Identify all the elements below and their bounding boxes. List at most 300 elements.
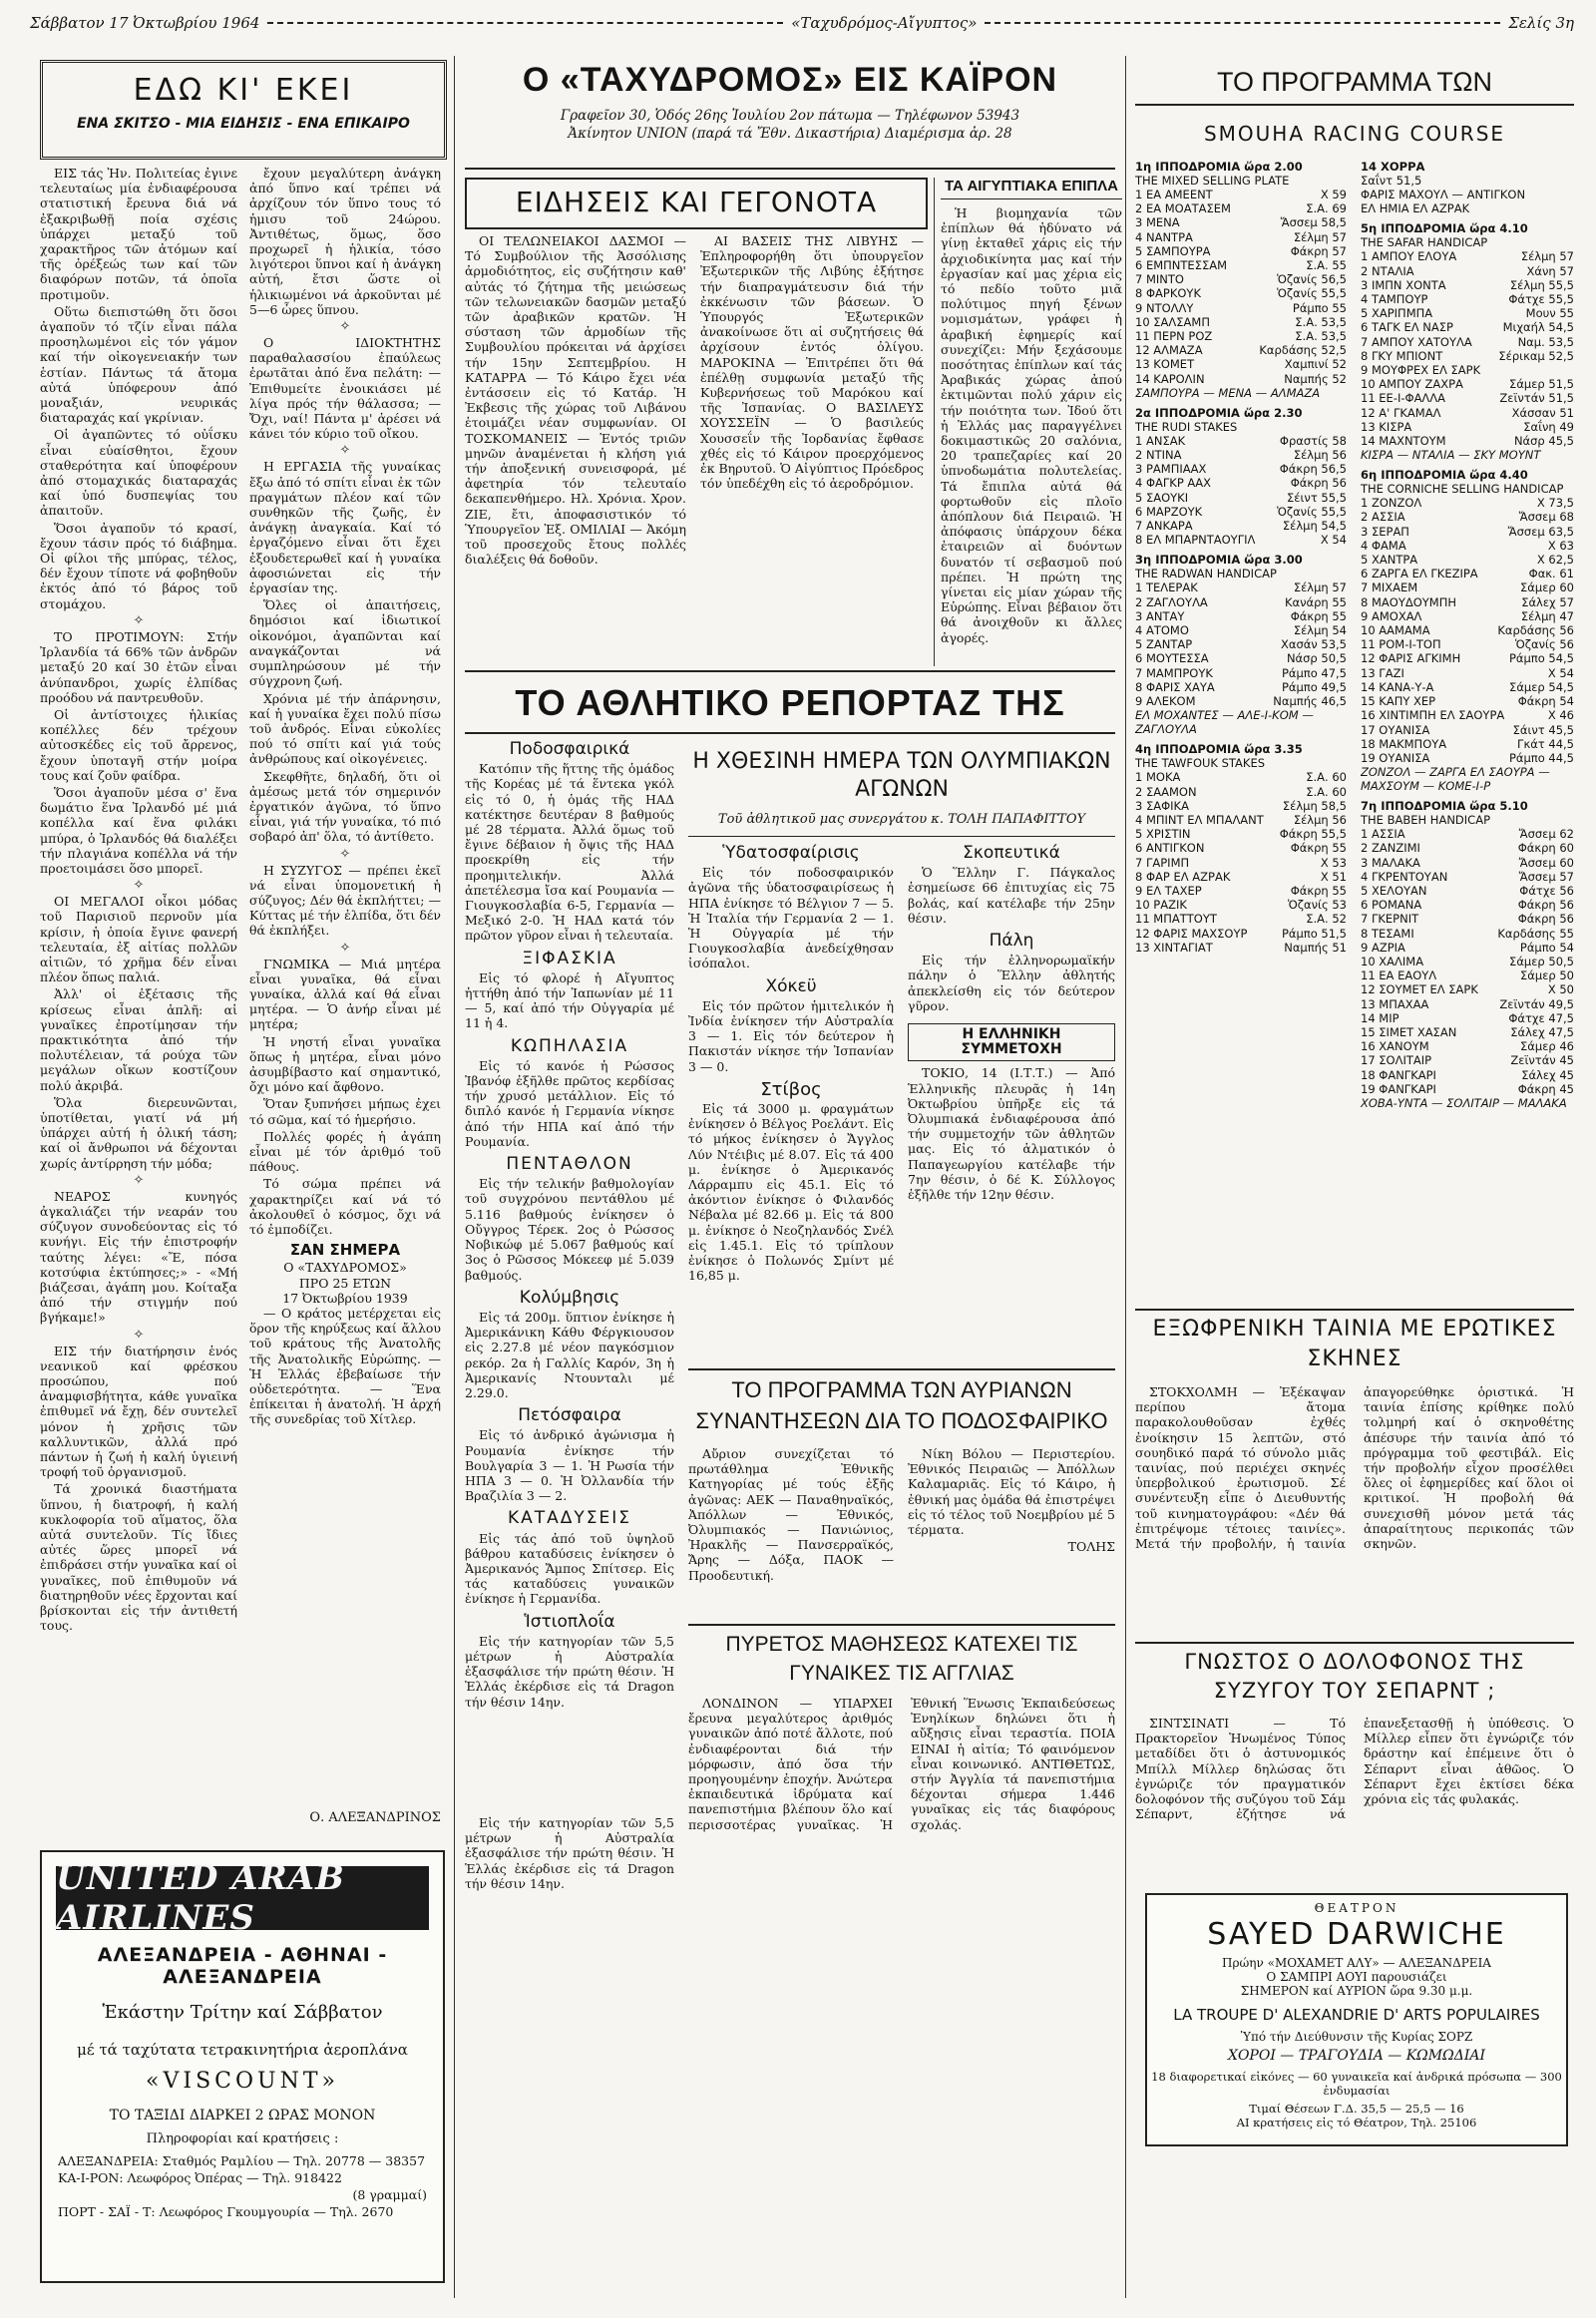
jockey-weight: Ὁζανίς 53	[1288, 898, 1347, 913]
race-entry	[1361, 941, 1574, 955]
sailing-heading: Ἱστιοπλοΐα	[524, 1611, 615, 1632]
race-entry	[1361, 1039, 1574, 1053]
horse-name: 8 ΦΑΡΙΣ ΧΑΥΑ	[1135, 679, 1215, 694]
sanhmera-text: — Ο κράτος μετέρχεται εἰς ὅρον τῆς κηρύξεως καί ἄλλου τοῦ κράτους τῆς Ἀνατολῆς τῆς Ἀνατολικῆς Εὐρώπης. — Ἡ Ἑλλάς ἐβεβαίωσε τήν οὐδετερότητα. — Ἕνα ἐπίκειται ἡ ἀνατολή. Ἡ ἀρχή τῆς συνεδρίας τοῦ Χίτλερ.	[249, 1306, 441, 1427]
theatre-troupe: LA TROUPE D' ALEXANDRIE D' ARTS POPULAIRES	[1173, 2006, 1540, 2024]
race-subtitle: THE MIXED SELLING PLATE	[1135, 174, 1290, 188]
masthead	[465, 60, 1115, 170]
race-entry	[1361, 278, 1574, 292]
jockey-weight: Μουν 55	[1525, 306, 1574, 321]
horse-name: 1 ΑΜΠΟΥ ΕΛΟΥΑ	[1361, 249, 1457, 264]
horse-name: 13 ΜΠΑΧΑΑ	[1361, 996, 1429, 1011]
jockey-weight: Ἄσσεμ 68	[1518, 510, 1574, 525]
race-entry	[1135, 912, 1347, 926]
race-entry	[1135, 884, 1347, 898]
race-entry	[1361, 320, 1574, 334]
news-left-text	[465, 233, 686, 662]
race-entry	[1361, 884, 1574, 898]
horse-name: 3 ΣΕΡΑΠ	[1361, 524, 1409, 539]
horse-name: 2 ΖΑΝΖΙΜΙ	[1361, 841, 1420, 856]
horse-name: 6 ΕΜΠΝΤΕΣΣΑΜ	[1135, 258, 1228, 273]
jockey-weight: Φάκρη 55	[1290, 608, 1347, 623]
theatre-line: Τιμαί Θέσεων Γ.Δ. 35,5 — 25,5 — 16	[1249, 2102, 1464, 2116]
airline-aircraft: «VISCOUNT»	[146, 2069, 339, 2094]
section-rule	[688, 1624, 1115, 1626]
race-entry	[1361, 510, 1574, 524]
race-entry	[1361, 623, 1574, 637]
horse-name: 16 ΧΑΝΟΥΜ	[1361, 1039, 1429, 1054]
contact-line: ΚΑ-Ι-ΡΟΝ: Λεωφόρος Ὀπέρας — Τηλ. 918422	[58, 2170, 342, 2185]
race-entry	[1135, 301, 1347, 315]
horse-name: 3 ΜΕΝΑ	[1135, 215, 1180, 230]
horse-name: 4 ΝΑΝΤΡΑ	[1135, 229, 1193, 244]
theatre-line: Ὑπό τήν Διεύθυνσιν τῆς Κυρίας ΣΟΡΖ	[1240, 2030, 1473, 2044]
contact-line: ΑΛΕΞΑΝΔΡΕΙΑ: Σταθμός Ραμλίου — Τηλ. 20778 — 38357	[58, 2153, 426, 2168]
jockey-weight: Φάκρη 55	[1290, 883, 1347, 898]
swimming-heading: Κολύμβησις	[519, 1287, 620, 1308]
jockey-weight: Χ 51	[1320, 869, 1347, 884]
race-entry	[1135, 230, 1347, 244]
paragraph: Εἰς τά 3000 μ. φραγμάτων ἐνίκησεν ὁ Βέλγος Ροελάντ. Εἰς τό μήκος ἐνίκησεν ὁ Ἄγγλος Λύν Ντέιβις μέ 8.07. Εἰς τά 400 μ. ἐνίκησε ὁ Ἀμερικανός Λάρραμπυ εἰς 45.1. Εἰς τό ἀκόντιον ἐνίκησε ὁ Φιλανδός Νέβαλα μέ 82.66 μ. Εἰς τά 800 μ. ἐνίκησε ὁ Νεοζηλανδός Σνέλ εἰς 1.45.1. Εἰς τό τρίπλουν ἐνίκησε ὁ Πολωνός Σμίντ μέ 16,85 μ.	[688, 1101, 894, 1284]
race-entry	[1361, 406, 1574, 420]
race-heading: 6η ΙΠΠΟΔΡΟΜΙΑ ὥρα 4.40	[1361, 468, 1528, 483]
horse-name: 4 ΑΤΟΜΟ	[1135, 623, 1189, 638]
separator: ✧	[339, 846, 351, 862]
race-entry	[1361, 595, 1574, 609]
race-entry	[1361, 609, 1574, 623]
race-subtitle: THE RUDI STAKES	[1135, 419, 1238, 434]
column-divider	[1125, 56, 1126, 2298]
jockey-weight: Ράμπο 49,5	[1281, 679, 1347, 694]
jockey-weight: Σέλμη 57	[1293, 229, 1347, 244]
jockey-weight: Γκάτ 44,5	[1517, 736, 1574, 751]
theatre-line: ΑΙ κρατήσεις εἰς τό Θέατρον, Τηλ. 25106	[1236, 2116, 1477, 2129]
horse-name: 8 ΓΚΥ ΜΠΙΟΝΤ	[1361, 348, 1443, 363]
shooting-heading: Σκοπευτικά	[963, 844, 1060, 863]
theatre-line: Ο ΣΑΜΠΡΙ ΑΟΥΙ παρουσιάζει	[1266, 1970, 1447, 1984]
separator: ✧	[133, 612, 145, 628]
horse-name: 8 ΦΑΡΚΟΥΚ	[1135, 286, 1201, 301]
horse-name: 9 ΑΜΟΧΑΛ	[1361, 608, 1422, 623]
race-heading: 4η ΙΠΠΟΔΡΟΜΙΑ ὥρα 3.35	[1135, 742, 1303, 757]
jockey-weight: Κανάρη 55	[1284, 594, 1347, 609]
horse-name: 13 ΚΙΣΡΑ	[1361, 419, 1412, 434]
sanhmera-line: 17 Ὀκτωβρίου 1939	[282, 1290, 408, 1306]
race-entry	[1135, 272, 1347, 286]
news-right-text	[700, 233, 924, 662]
jockey-weight: Σέλμη 47	[1520, 608, 1574, 623]
race-entry	[1361, 525, 1574, 539]
race-entry	[1135, 785, 1347, 799]
horse-name: 7 ΜΙΝΤΟ	[1135, 272, 1184, 287]
paragraph: Ὅσοι ἀγαποῦν μέσα σ' ἕνα δωμάτιο ἕνα Ἰρλανδό μέ μιά κοπέλλα καί ἕνα φιλάκι μπύρα, ὁ Ἰρλανδός θά διαλέξει τήν πλαγιάνα κοπέλλα νά τήν προετοιμάσει ὅσο μπορεῖ.	[40, 784, 237, 876]
race-entry	[1135, 651, 1347, 665]
jockey-weight: Χ 46	[1547, 708, 1574, 723]
paragraph: Ἡ βιομηχανία τῶν ἐπίπλων θά ἡδύνατο νά γίνῃ ἐκταθεῖ χάρις εἰς τήν ἀρχιοδικίνητα μας καί τήν ἐργασίαν καί μας χέρια εἰς τό πεδίο τοῦτο μιᾶ πολύτιμος πηγή ξένων νομισμάτων, γράφει ἡ ἀραβική ἐφημερίς καί συνεχίζει: Μήν ξεχάσουμε ποσότητας ἐπίπλων καί τάς Ἀραβικάς χώρας ἀπού ἐκτιμῶνται πολύ χάριν εἰς τήν ποιότητα των. Ἰδού ὅτι ἡ Ἑλλάς μας παραγγέλνει δοκιμαστικῶς 20 σαλόνια, 20 τραπεζαρίες καί 20 ὑπνοδωμάτια πολυτελείας. Τά ἔπιπλα αὐτά θά φορτωθοῦν εἰς πλοῖο ἀπόπλουν διά Πειραιῶ. Ἡ ἀπόφασις ὑπάρχουν δέκα ἐταιρειῶν αἱ δυόντων δυνατόν τί σεβασμοῦ πού πρέπει. Ἡ πρώτη της γίνεται εἰς μίαν χώραν τῆς Εὐρώπης. Εἶναι βέβαιον ὅτι θά ἀνοιχθοῦν κι ἄλλες ἀγορές.	[941, 205, 1122, 645]
horse-name: 6 ΜΑΡΖΟΥΚ	[1135, 504, 1203, 519]
horse-name: 15 ΚΑΠΥ ΧΕΡ	[1361, 694, 1436, 709]
race-entry	[1135, 770, 1347, 784]
race-entry	[1361, 434, 1574, 448]
race-entry	[1361, 856, 1574, 870]
race-entry	[1361, 1068, 1574, 1082]
jockey-weight: Φάκρη 55,5	[1279, 827, 1347, 842]
race-entry	[1361, 1053, 1574, 1067]
horse-name: 12 Α' ΓΚΑΜΑΛ	[1361, 405, 1441, 420]
race-entry	[1361, 539, 1574, 553]
paragraph: Εἰς τόν ποδοσφαιρικόν ἀγῶνα τῆς ὑδατοσφαιρίσεως ἡ ΗΠΑ ἐνίκησε τό Βέλγιον 7 — 5. Ἡ Ἰταλία τήν Γερμανία 2 — 1. Ἡ Οὐγγαρία μέ τήν Γιουγκοσλαβία ἀνεδείχθησαν ἰσόπαλοι.	[688, 865, 894, 971]
section-rule	[688, 1368, 1115, 1370]
paragraph: Ὅσοι ἀγαποῦν τό κρασί, ἔχουν τάσιν πρός τό διάβημα. Οἱ φίλοι τῆς μπύρας, τέλος, δέν ἔχουν τίποτε νά φοβηθοῦν ἐκτός ἀπό τό βάρος τοῦ στομάχου.	[40, 520, 237, 611]
race-list-right	[1361, 160, 1574, 1302]
column-subtitle: ΕΝΑ ΣΚΙΤΣΟ - ΜΙΑ ΕΙΔΗΣΙΣ - ΕΝΑ ΕΠΙΚΑΙΡΟ	[77, 116, 410, 132]
horse-name: 7 ΓΚΕΡΝΙΤ	[1361, 912, 1419, 927]
horse-name: 13 ΧΙΝΤΑΓΙΑΤ	[1135, 940, 1213, 955]
jockey-weight: Ράμπο 54	[1519, 940, 1574, 955]
jockey-weight: Ναμπής 51	[1284, 940, 1347, 955]
paragraph: ΤΟ ΠΡΟΤΙΜΟΥΝ: Στήν Ἰρλανδία τά 66% τῶν ἀνδρῶν μεταξύ 20 καί 30 ἐτῶν εἶναι ἀνύπανδροι, χωρίς ἐλπίδας προόδου νά παντρευθοῦν.	[40, 628, 237, 705]
race-entry	[1361, 898, 1574, 912]
paragraph: Εἰς τήν κατηγορίαν τῶν 5,5 μέτρων ἡ Αὐστραλία ἐξασφάλισε τήν πρώτη θέσιν. Ἡ Ἑλλάς ἐκέρδισε εἰς τά Dragon τήν θέσιν 14ην.	[465, 1815, 674, 1891]
jockey-weight: Σ.Α. 69	[1306, 201, 1347, 216]
horse-name: 3 ΑΝΤΑΥ	[1135, 608, 1185, 623]
race-entry	[1361, 420, 1574, 434]
race-entry	[1361, 955, 1574, 968]
horse-name: 9 ΕΛ ΤΑΧΕΡ	[1135, 883, 1202, 898]
horse-name: 14 ΜΑΧΝΤΟΥΜ	[1361, 434, 1446, 449]
pyretos-title: ΠΥΡΕΤΟΣ ΜΑΘΗΣΕΩΣ ΚΑΤΕΧΕΙ ΤΙΣ ΓΥΝΑΙΚΕΣ ΤΙΣ ΑΓΓΛΙΑΣ	[725, 1633, 1078, 1685]
horse-name: 19 ΟΥΑΝΙΣΑ	[1361, 750, 1430, 765]
sanhmera-line: ΠΡΟ 25 ΕΤΩΝ	[298, 1275, 392, 1291]
section-rule	[465, 670, 1115, 672]
jockey-weight: Σέλμη 58,5	[1282, 798, 1347, 813]
column-divider	[454, 56, 455, 2298]
horse-name: 4 ΦΑΜΑ	[1361, 538, 1406, 553]
paragraph: Η ΣΥΖΥΓΟΣ — πρέπει ἐκεῖ νά εἶναι ὑπομονετική ἡ σύζυγος; Δέν θά ἐκπλήττει; — Κύττας μέ τήν ἐλπίδα, ὅτι δέν θά ἐκπλήξει.	[249, 862, 441, 939]
paragraph: Τό σώμα πρέπει νά χαρακτηρίζει καί νά τό ἀκολουθεῖ ὁ κόσμος, ὄχι νά τό ἐμποδίζει.	[249, 1176, 441, 1237]
jockey-weight: Ράμπο 51,5	[1281, 926, 1347, 941]
race-entry	[1361, 567, 1574, 580]
horse-name: 9 ΝΤΟΛΛΥ	[1135, 300, 1194, 315]
race-entry	[1361, 694, 1574, 708]
airline-logo: UNITED ARAB AIRLINES	[56, 1866, 429, 1930]
race-heading: 2α ΙΠΠΟΔΡΟΜΙΑ ὥρα 2.30	[1135, 405, 1303, 420]
jockey-weight: Σ.Α. 55	[1306, 258, 1347, 273]
horse-name: 11 ΕΕ-Ι-ΦΑΛΛΑ	[1361, 391, 1446, 406]
race-entry	[1361, 377, 1574, 391]
race-entry	[1361, 1025, 1574, 1039]
header-paper: «Ταχυδρόμος-Αἴγυπτος»	[791, 14, 978, 32]
sports-banner: ΤΟ ΑΘΛΗΤΙΚΟ ΡΕΠΟΡΤΑΖ ΤΗΣ	[515, 682, 1065, 723]
horse-name: 1 ΕΑ ΑΜΕΕΝΤ	[1135, 188, 1213, 201]
pyretos-text	[688, 1696, 1115, 2284]
jockey-weight: Σάλεχ 57	[1521, 594, 1574, 609]
race-entry	[1361, 391, 1574, 405]
sanhmera-line: Ο «ΤΑΧΥΔΡΟΜΟΣ»	[283, 1260, 407, 1276]
jockey-weight: Καρδάσης 52,5	[1259, 343, 1347, 358]
race-heading: 7η ΙΠΠΟΔΡΟΜΙΑ ὥρα 5.10	[1361, 799, 1528, 814]
olympics-title: Η ΧΘΕΣΙΝΗ ΗΜΕΡΑ ΤΩΝ ΟΛΥΜΠΙΑΚΩΝ ΑΓΩΝΩΝ	[692, 749, 1111, 802]
airline-duration: ΤΟ ΤΑΞΙΔΙ ΔΙΑΡΚΕΙ 2 ΩΡΑΣ ΜΟΝΟΝ	[109, 2108, 376, 2124]
race-entry	[1361, 651, 1574, 665]
header-rule	[985, 22, 1500, 24]
horse-name: 5 ΧΑΡΙΠΜΠΑ	[1361, 306, 1433, 321]
horse-name: 17 ΣΟΛΙΤΑΙΡ	[1361, 1053, 1432, 1068]
horse-name: 10 ΑΑΜΑΜΑ	[1361, 623, 1430, 638]
horse-name: 5 ΧΕΛΟΥΑΝ	[1361, 883, 1427, 898]
horse-name: 4 ΜΠΙΝΤ ΕΛ ΜΠΑΛΑΝΤ	[1135, 812, 1264, 827]
rowing-heading: ΚΩΠΗΛΑΣΙΑ	[510, 1035, 629, 1056]
paragraph: ἔχουν μεγαλύτερη ἀνάγκη ἀπό ὕπνο καί τρέπει νά ἀρχίζουν τόν ὕπνο τους τό ἡμισυ τοῦ 24ώρου. Ἀντιθέτως, ὅμως, ὅσο προχωρεῖ ἡ ἡλικία, τόσο λιγότεροι ὕπνοι καί ἡ ἀνάγκη αὐτή, ἔτσι ὥστε οἱ ἡλικιωμένοι νά ἀρκοῦνται μέ 5—6 ὧρες ὕπνου.	[249, 166, 441, 317]
race-entry	[1135, 201, 1347, 215]
paragraph: Εἰς τήν τελικήν βαθμολογίαν τοῦ συγχρόνου πεντάθλου μέ 5.116 βαθμούς ἐνίκησεν ὁ Οὔγγρος Τέρεκ. 2ος ὁ Ρώσσος Νοβικώφ μέ 5.067 βαθμούς καί 3ος ὁ Ρῶσσος Μόκεεφ μέ 5.039 βαθμούς.	[465, 1176, 674, 1283]
jockey-weight: Φάκρη 45	[1517, 1081, 1574, 1096]
paragraph: Χρόνια μέ τήν ἀπάρνησιν, καί ἡ γυναίκα ἔχει πολύ πίσω τοῦ ἀνδρός. Εἶναι εὐκολίες πού τό σπίτι καί γιά τούς ἀνθρώπους καί οἰκογένειες.	[249, 690, 441, 767]
jockey-weight: Χάσσαν 51	[1511, 405, 1574, 420]
jockey-weight: Νάσρ 45,5	[1513, 434, 1574, 449]
horse-name: 4 ΦΑΓΚΡ ΑΑΧ	[1135, 476, 1212, 491]
paragraph: ΣΙΝΤΣΙΝΑΤΙ — Τό Πρακτορεῖον Ἡνωμένος Τύπος μεταδίδει ὅτι ὁ ἀστυνομικός Μπίλλ Μίλλερ δηλώσας ὅτι ἐγνώριζε τόν πραγματικόν δολοφόνον τῆς συζύγου τοῦ Σάμ Σέπαρντ, ἐζήτησε νά ἐπανεξετασθῇ ἡ ὑπόθεσις. Ὁ Μίλλερ εἶπεν ὅτι ἐγνώριζε τόν δράστην καί ἐπέμεινε ὅτι ὁ Σέπαρντ εἶναι ἀθῶος. Ὁ Σέπαρντ ἔχει ἐκτίσει δέκα χρόνια εἰς τάς φυλακάς.	[1135, 1716, 1574, 1822]
race-entry	[1361, 737, 1574, 751]
masthead-line: Ἀκίνητον UNION (παρά τά Ἔθν. Δικαστήρια) Διαμέρισμα ἀρ. 28	[568, 126, 1012, 142]
page-header	[30, 10, 1574, 36]
section-rule	[1135, 1309, 1574, 1311]
race-entry	[1135, 476, 1347, 490]
jockey-weight: Μιχαήλ 54,5	[1502, 320, 1574, 335]
jockey-weight: Σάμερ 51,5	[1509, 377, 1574, 392]
race-tip: ΧΟΒΑ-ΥΝΤΑ — ΣΟΛΙΤΑΙΡ — ΜΑΛΑΚΑ	[1361, 1095, 1567, 1110]
jockey-weight: Ναμ. 53,5	[1517, 334, 1574, 349]
horse-name: 16 ΧΙΝΤΙΜΠΗ ΕΛ ΣΑΟΥΡΑ	[1361, 708, 1505, 723]
jockey-weight: Σ.Α. 60	[1306, 770, 1347, 785]
race-entry	[1135, 434, 1347, 448]
horse-name: 19 ΦΑΝΓΚΑΡΙ	[1361, 1081, 1436, 1096]
racing-title: ΤΟ ΠΡΟΓΡΑΜΜΑ ΤΩΝ	[1135, 60, 1574, 106]
paragraph: Ἀλλ' οἱ ἐξέτασις τῆς κρίσεως εἶναι ἁπλῆ: αἱ γυναῖκες ἐπροτίμησαν τήν πρακτικότητα ἀπό τήν πολυτέλειαν, τά ρούχα τῶν μεγάλων οἴκων κοστίζουν πολύ ἀκριβά.	[40, 986, 237, 1093]
header-page: Σελίς 3η	[1508, 14, 1574, 32]
jockey-weight: Ὁζανίς 55,5	[1277, 286, 1347, 301]
paragraph: Οὕτω διεπιστώθη ὅτι ὅσοι ἀγαποῦν τό τζίν εἶναι πάλα προσηλωμένοι εἰς τόν γάμον καί τήν οἰκογενειακήν των ἑστίαν. Πάντως τά ἄτομα αὐτά ὑπόφερουν ἀπό μοναξιάν, νευρικάς διαταραχάς καί γκρίνιαν.	[40, 303, 237, 426]
paragraph: ΟΙ ΤΕΛΩΝΕΙΑΚΟΙ ΔΑΣΜΟΙ — Τό Συμβούλιον τῆς Ἀσσόλισης ἀρμοδιότητος, εἰς συζήτησιν καθ' αὐτάς τό ζήτημα τῆς μειώσεως τῶν τελωνειακῶν δασμῶν μεταξύ τῶν ἀραβικῶν κρατῶν. Ἡ σύσταση τῶν ἀρμοδίων τῆς Συμβουλίου πρόκειται νά ἀρχίσει τήν 15ην Σεπτεμβρίου. Η ΚΑΤΑΡΡΑ — Τό Κάιρο ἔχει νέα ἐντάσσειν εἰς τό Κατάρ. Ἡ Ἐκβεσις τῆς χώρας τοῦ Λιβάνου ἑτοιμάζει νέαν συμφωνίαν. ΟΙ ΤΟΣΚΟΜΑΝΕΙΣ — Ἐντός τριῶν μηνῶν ἀναμένεται ἡ κλήση γιά τήν ἀποξενική συνεισφορά, μέ ἀφετηρία τόν τελευταίο δεκαπενθήμερο. Ηλ. Χρόνια. Χρον. ΖΙΕ, ἔτι, ἀποφασιστικόν τό Ὑπουργεῖον Ἐξ. ΟΜΙΛΙΑΙ — Ἀκόμη τοῦ προσεχοῦς ἔτους πολλές διαλέξεις θά δοθοῦν.	[465, 233, 686, 568]
paragraph: Η ΕΡΓΑΣΙΑ τῆς γυναίκας ἔξω ἀπό τό σπίτι εἶναι ἐκ τῶν πραγμάτων πλέον καί τῶν συνθηκῶν τῆς ζωῆς, ἐν ἀνάγκῃ ἀναγκαία. Καί τό ἐργαζόμενο εἶναι ὅτι ἔχει ἐξουδετερωθεῖ καί ἡ γυναίκα ἀφοσιώνεται εἰς τήν ἐργασίαν της.	[249, 459, 441, 596]
race-entry	[1135, 595, 1347, 609]
race-entry	[1361, 968, 1574, 982]
airline-route: ΑΛΕΞΑΝΔΡΕΙΑ - ΑΘΗΝΑΙ - ΑΛΕΞΑΝΔΡΕΙΑ	[97, 1944, 388, 1988]
film-title: ΕΞΩΦΡΕΝΙΚΗ ΤΑΙΝΙΑ ΜΕ ΕΡΩΤΙΚΕΣ ΣΚΗΝΕΣ	[1152, 1317, 1557, 1371]
horse-name: 11 ΕΑ ΕΑΟΥΛ	[1361, 968, 1437, 983]
horse-name: 3 ΙΜΠΝ ΧΟΝΤΑ	[1361, 277, 1446, 292]
race-entry	[1361, 680, 1574, 694]
race-tip: ΚΙΣΡΑ — ΝΤΑΛΙΑ — ΣΚΥ ΜΟΥΝΤ	[1361, 448, 1541, 463]
horse-name: 14 ΜΙΡ	[1361, 1010, 1399, 1025]
paragraph: Σκεφθῆτε, δηλαδή, ὅτι οἱ ἀμέσως μετά τόν σημερινόν ἐργατικόν ἀγῶνα, τό ὕπνο εἶναι, γιά τήν γυναίκα, τό πιό σοβαρό ἀπ' ὅλα, τό ἀντίθετο.	[249, 768, 441, 845]
programme-signature: ΤΟΛΗΣ	[1067, 1539, 1115, 1555]
race-list-left	[1135, 160, 1347, 1302]
horse-name: 8 ΜΑΟΥΔΟΥΜΠΗ	[1361, 594, 1456, 609]
jockey-weight: Ράμπο 44,5	[1508, 750, 1574, 765]
jockey-weight: Σέλμη 54	[1293, 623, 1347, 638]
horse-name: 3 ΣΑΦΙΚΑ	[1135, 798, 1189, 813]
horse-name: 2 ΝΤΙΝΑ	[1135, 448, 1182, 463]
jockey-weight: Φάκρη 55	[1290, 841, 1347, 856]
horse-name: 10 ΣΑΛΣΑΜΠ	[1135, 314, 1210, 329]
horse-name: 10 ΧΑΛΙΜΑ	[1361, 954, 1424, 968]
race-entry	[1361, 982, 1574, 996]
race-entry	[1361, 1011, 1574, 1025]
paragraph: ΤΟΚΙΟ, 14 (Ι.Τ.Τ.) — Ἀπό Ἑλληνικῆς πλευρᾶς ἡ 14η Ὀκτωβρίου ὑπῆρξε εἰς τά Ὀλυμπιακά ἐνδιαφέρουσα ἀπό τήν συμμετοχήν τῶν ἀθλητῶν μας. Εἰς τό ἁλματικόν ὁ Παπαγεωργίου κατέλαβε τήν 7ην θέσιν, ὁ δέ Κ. Σύλλογος ἐξῆλθε τήν 12ην θέσιν.	[908, 1065, 1115, 1203]
paragraph: Ὅλες οἱ ἀπαιτήσεις, δημόσιοι καί ἰδιωτικοί οἰκονόμοι, ἀγαπῶνται καί αναγκάζονται νά συμπληρώσουν μέ τήν σύγχρονη ζωή.	[249, 597, 441, 689]
jockey-weight: Ἄσσεμ 63,5	[1507, 524, 1574, 539]
horse-name: 13 ΓΑΖΙ	[1361, 665, 1404, 680]
horse-name: 11 ΡΟΜ-Ι-ΤΟΠ	[1361, 637, 1441, 652]
jockey-weight: Σέλμη 55,5	[1509, 277, 1574, 292]
race-entry	[1135, 927, 1347, 941]
column-signature: Ο. ΑΛΕΞΑΝΔΡΙΝΟΣ	[309, 1810, 441, 1825]
jockey-weight: Σέρικαμ 52,5	[1498, 348, 1574, 363]
theatre-name: SAYED DARWICHE	[1207, 1917, 1506, 1952]
horse-name: 11 ΜΠΑΤΤΟΥΤ	[1135, 912, 1217, 927]
column-title: ΕΔΩ ΚΙ' ΕΚΕΙ	[133, 73, 354, 108]
contact-line: (8 γραμμαί)	[352, 2187, 427, 2202]
race-entry	[1361, 496, 1574, 510]
horse-name: 7 ΑΜΠΟΥ ΧΑΤΟΥΛΑ	[1361, 334, 1472, 349]
jockey-weight: Σέλμη 56	[1293, 448, 1347, 463]
jockey-weight: Σάμερ 46	[1520, 1039, 1574, 1054]
jockey-weight: Σέλμη 57	[1520, 249, 1574, 264]
masthead-title: Ο «ΤΑΧΥΔΡΟΜΟΣ» ΕΙΣ ΚΑΪΡΟΝ	[522, 61, 1058, 99]
paragraph: Εἰς τήν ἑλληνορωμαϊκήν πάλην ὁ Ἕλλην ἀθλητής ἀπεκλείσθη εἰς τόν δεύτερον γῦρον.	[908, 953, 1115, 1013]
paragraph: ΕΙΣ τάς Ἠν. Πολιτείας ἐγινε τελευταίως μία ἐνδιαφέρουσα στατιστική ἔρευνα διά νά ἐξακριβωθῇ ποία σχέσις ὑπάρχει μεταξύ τοῦ χαρακτῆρος τῶν ἀτόμων καί τῆς ὀρέξεώς των καί τῶν διαφόρων ποτῶν, τά ὁποῖα προτιμοῦν.	[40, 166, 237, 302]
horse-name: 1 ΖΟΝΖΟΛ	[1361, 496, 1422, 511]
horse-name: 7 ΓΑΡΙΜΠ	[1135, 855, 1190, 870]
horse-name: 1 ΑΝΣΑΚ	[1135, 433, 1186, 448]
race-entry	[1135, 580, 1347, 594]
race-entry	[1361, 335, 1574, 349]
jockey-weight: Σέλμη 56	[1293, 812, 1347, 827]
greek-participation-heading: Η ΕΛΛΗΝΙΚΗ ΣΥΜΜΕΤΟΧΗ	[908, 1023, 1115, 1061]
race-entry	[1361, 249, 1574, 263]
jockey-weight: Φάκρη 54	[1517, 694, 1574, 709]
horse-name: 2 ΑΣΣΙΑ	[1361, 510, 1405, 525]
horse-name: 2 ΣΑΑΜΟΝ	[1135, 784, 1197, 799]
theatre-line: Πρώην «ΜΟΧΑΜΕΤ ΑΛΥ» — ΑΛΕΞΑΝΔΡΕΙΑ	[1222, 1956, 1491, 1970]
paragraph: ΣΤΟΚΧΟΛΜΗ — Ἐξέκαψαν περίπου ἄτομα παρακολουθοῦσαν ἐχθές ἐνοίκησιν 15 λεπτῶν, στό σουηδικό παρά τό σύνολο μιᾶς ταινίας, πού περιέχει σκηνές ὑπερβολικού ἐρωτισμοῦ. Σέ συνέντευξη εἶπε ὁ Διευθυντής τοῦ κινηματογράφου: «Δέν θά ἐπιτρέψομε τέτοιες ταινίες». Μετά τήν προβολήν, ἡ ταινία ἀπαγορεύθηκε ὁριστικά. Ἡ ταινία ἐπίσης κρίθηκε πολύ τολμηρή καί ὁ σκηνοθέτης ἀπέσυρε τήν ταινία ἀπό τό πρόγραμμα τοῦ φεστιβάλ. Εἰς τήν προβολήν εἶχον προσέλθει ὅλες οἱ ἐφημερίδες καί ὅλοι οἱ κριτικοί. Ἡ προβολή θά συνεχισθῆ μόνον μετά τάς ἀπαραίτητους περικοπάς τῶν σκηνῶν.	[1135, 1384, 1574, 1552]
jockey-weight: Σέλμη 57	[1293, 580, 1347, 595]
wrestling-heading: Πάλη	[989, 931, 1034, 952]
jockey-weight: Χ 54	[1320, 533, 1347, 548]
race-heading: 5η ΙΠΠΟΔΡΟΜΙΑ ὥρα 4.10	[1361, 221, 1528, 236]
race-subtitle: THE RADWAN HANDICAP	[1135, 567, 1277, 581]
horse-name: 5 ΣΑΜΠΟΥΡΑ	[1135, 243, 1211, 258]
jockey-weight: Ὁζανίς 56,5	[1277, 272, 1347, 287]
section-rule	[465, 732, 1115, 734]
programme-text-right	[908, 1446, 1115, 1616]
programme-title: ΤΟ ΠΡΟΓΡΑΜΜΑ ΤΩΝ ΑΥΡΙΑΝΩΝ ΣΥΝΑΝΤΗΣΕΩΝ ΔΙΑ ΤΟ ΠΟΔΟΣΦΑΙΡΙΚΟ	[695, 1377, 1108, 1433]
theatre-line: ΧΟΡΟΙ — ΤΡΑΓΟΥΔΙΑ — ΚΩΜΩΔΙΑΙ	[1227, 2048, 1485, 2064]
jockey-weight: Σάλεχ 47,5	[1510, 1024, 1574, 1039]
furniture-title: ΤΑ ΑΙΓΥΠΤΙΑΚΑ ΕΠΙΠΛΑ	[941, 178, 1122, 199]
race-entry	[1135, 856, 1347, 870]
horse-name: 6 ΖΑΡΓΑ ΕΛ ΓΚΕΖΙΡΑ	[1361, 567, 1478, 581]
airline-info: Πληροφορίαι καί κρατήσεις :	[146, 2131, 339, 2146]
sports-left	[465, 738, 674, 1805]
paragraph: ΝΕΑΡΟΣ κυνηγός ἀγκαλιάζει τήν νεαράν του σύζυγον συνοδεύοντας εἰς τό κυνήγι. Εἰς τήν ἐπιστροφήν ταύτης λέγει: «Ἔ, πόσα κοτσύφια ἐκτύπησες;» - «Μή βιάζεσαι, ἀγάπη μου. Κοίταξα ἀπό τήν στιγμήν πού βγήκαμε!»	[40, 1188, 237, 1326]
race-entry	[1135, 533, 1347, 547]
horse-name: 5 ΧΡΙΣΤΙΝ	[1135, 827, 1191, 842]
jockey-weight: Φάκρη 56	[1517, 912, 1574, 927]
paragraph: Πολλές φορές ἡ ἀγάπη εἶναι μέ τόν ἀριθμό τοῦ πάθους.	[249, 1128, 441, 1175]
jockey-weight: Ὁζανίς 55,5	[1277, 504, 1347, 519]
jockey-weight: Φραστίς 58	[1279, 433, 1347, 448]
race-entry	[1135, 244, 1347, 258]
horse-name: 6 ΑΝΤΙΓΚΟΝ	[1135, 841, 1205, 856]
horse-name: 12 ΦΑΡΙΣ ΑΓΚΙΜΗ	[1361, 651, 1461, 666]
horse-name: 10 ΡΑΖΙΚ	[1135, 898, 1187, 913]
horse-name: 2 ΖΑΓΛΟΥΛΑ	[1135, 594, 1208, 609]
football-heading: Ποδοσφαιρικά	[509, 739, 630, 759]
paragraph: Ὅλα διερευνῶνται, ὑποτίθεται, γιατί νά μή ὑπάρχει αὐτή ἡ ὁλική τάση; καί οἱ ἄνθρωποι νά δέχονται χωρίς ἀντίρρηση τήν μόδα;	[40, 1094, 237, 1171]
horse-name: 14 ΚΑΝΑ-Υ-Α	[1361, 679, 1434, 694]
jockey-weight: Σάλεχ 45	[1521, 1067, 1574, 1082]
horse-name: 12 ΑΛΜΑΖΑ	[1135, 343, 1203, 358]
race-entry	[1135, 258, 1347, 272]
race-entry	[1135, 694, 1347, 708]
horse-name: 1 ΑΣΣΙΑ	[1361, 827, 1405, 842]
separator: ✧	[339, 443, 351, 459]
jockey-weight: Σέλμη 54,5	[1282, 519, 1347, 534]
jockey-weight: Χ 59	[1320, 188, 1347, 201]
fencing-heading: ΞΙΦΑΣΚΙΑ	[522, 948, 617, 968]
race-entry	[1361, 201, 1574, 215]
column-text-left	[40, 166, 237, 1821]
horse-name: 7 ΜΑΜΠΡΟΥΚ	[1135, 665, 1213, 680]
race-subtitle: THE TAWFOUK STAKES	[1135, 756, 1266, 771]
race-subtitle: THE SAFAR HANDICAP	[1361, 235, 1488, 250]
paragraph: ΑΙ ΒΑΣΕΙΣ ΤΗΣ ΛΙΒΥΗΣ — Ἐπληροφορήθη ὅτι ὑπουργεῖον Ἐξωτερικῶν τῆς Λιβύης ἐξήτησε τήν διαπραγμάτευσιν διά τήν ἐκκένωσιν τῶν βάσεων. Ὁ Ὑπουργός Ἐξωτερικῶν ἀνακοίνωσε ὅτι αἱ συζητήσεις θά ἀρχίσουν ἐντός ὀλίγου. ΜΑΡΟΚΙΝΑ — Ἐπιτρέπει ὅτι θά ἐπέλθῃ συμφωνία μεταξύ τῆς Κυβερνήσεως τοῦ Μαρόκου καί τῆς Ἰσπανίας. Ο ΒΑΣΙΛΕΥΣ ΧΟΥΣΣΕΪΝ — Ὁ βασιλεύς Χουσσεΐν τῆς Ἰορδανίας ἔφθασε χθές εἰς τό Κάιρον προερχόμενος ἐκ Βηρυτοῦ. Ὁ Αἰγύπτιος Πρόεδρος τόν ὑπεδέχθη εἰς τό ἀεροδρόμιον.	[700, 233, 924, 492]
race-entry	[1361, 827, 1574, 841]
race-entry	[1361, 666, 1574, 680]
race-entry	[1361, 723, 1574, 737]
separator: ✧	[133, 1172, 145, 1188]
horse-name: 7 ΑΝΚΑΡΑ	[1135, 519, 1193, 534]
paragraph: Εἰς τό φλορέ ἡ Αἴγυπτος ἡττήθη ἀπό τήν Ἰαπωνίαν μέ 11 — 5, καί ἀπό τήν Οὐγγαρία μέ 11 ἡ 4.	[465, 969, 674, 1031]
race-tip: ΣΑΜΠΟΥΡΑ — ΜΕΝΑ — ΑΛΜΑΖΑ	[1135, 385, 1321, 400]
horse-name: 2 ΝΤΑΛΙΑ	[1361, 263, 1414, 278]
jockey-weight: Χάνη 57	[1526, 263, 1574, 278]
olympics-byline: Τοῦ ἀθλητικοῦ μας συνεργάτου κ. ΤΟΛΗ ΠΑΠΑΦΙΤΤΟΥ	[717, 812, 1086, 827]
race-block	[1361, 799, 1574, 1110]
jockey-weight: Ράμπο 47,5	[1281, 665, 1347, 680]
race-block	[1135, 406, 1347, 548]
race-heading: 14 ΧΟΡΡΑ	[1361, 160, 1425, 174]
jockey-weight: Φάκρη 56	[1517, 898, 1574, 913]
paragraph: Οἱ ἀντίστοιχες ἡλικίας κοπέλλες δέν τρέχουν αὐτοσκέδες εἰς τοῦ ἄρρενος, ἔχουν ὑποταγῆ στήν μοίρα τους καί ζοῦν φαίδρα.	[40, 706, 237, 783]
horse-name: 14 ΚΑΡΟΛΙΝ	[1135, 371, 1205, 386]
race-subtitle: THE BABEH HANDICAP	[1361, 813, 1491, 828]
jockey-weight: Χασάν 53,5	[1280, 637, 1347, 652]
race-tip: ΖΟΝΖΟΛ — ΖΑΡΓΑ ΕΛ ΣΑΟΥΡΑ — ΜΑΧΣΟΥΜ — ΚΟΜΕ-Ι-Ρ	[1361, 765, 1550, 794]
paragraph: Ο ΙΔΙΟΚΤΗΤΗΣ παραθαλασσίου ἐπαύλεως ἐρωτᾶται ἀπό ἕνα πελάτη: — Ἐπιθυμείτε ἐνοικιάσει μέ λίγα πρός τήν θάλασσα; — Ὄχι, ναί! Πάντα μ' ἀρέσει νά κάνει τόν κύριο τοῦ οἴκου.	[249, 335, 441, 442]
separator: ✧	[133, 1327, 145, 1343]
header-rule	[267, 22, 783, 24]
theatre-label: ΘΕΑΤΡΟΝ	[1314, 1901, 1399, 1915]
race-subtitle: THE CORNICHE SELLING HANDICAP	[1361, 482, 1564, 497]
race-entry	[1135, 315, 1347, 329]
murderer-text	[1135, 1716, 1574, 1885]
racing-course: SMOUHA RACING COURSE	[1203, 122, 1506, 146]
film-text	[1135, 1384, 1574, 1634]
jockey-weight: Χ 73,5	[1536, 496, 1574, 511]
